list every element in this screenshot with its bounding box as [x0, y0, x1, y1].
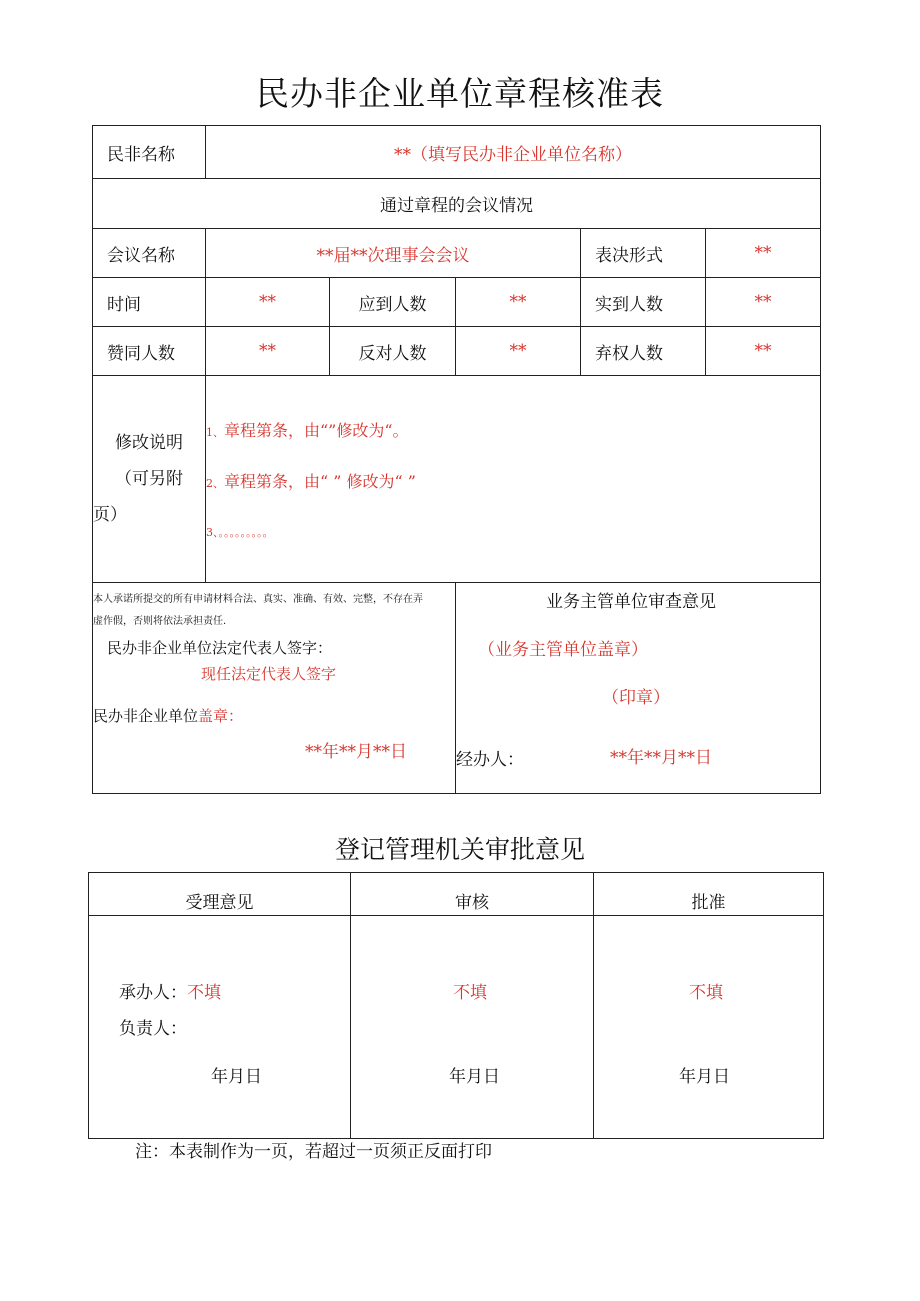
meeting-section-title: 通过章程的会议情况 [93, 179, 821, 229]
vote-form-label: 表决形式 [581, 229, 706, 278]
org-name-row [93, 126, 821, 179]
registration-body-row [89, 916, 824, 1139]
amendment-item: 1、章程第条，由“”修改为“。 [206, 421, 409, 440]
amendment-item: 3、。。。。。。。。。 [206, 526, 274, 539]
meeting-name-row [93, 229, 821, 278]
supervisor-review-cell [456, 583, 821, 794]
approve-count-label: 赞同人数 [93, 327, 206, 376]
approve-value[interactable]: 不填 [689, 983, 723, 1003]
handler-line: 承办人：不填 [119, 983, 221, 1003]
vote-result-row [93, 327, 821, 376]
org-name-value[interactable]: **（填写民办非企业单位名称） [206, 126, 821, 179]
pledge-text-line1: 本人承诺所提交的所有申请材料合法、真实、准确、有效、完整，不存在弄 [93, 594, 423, 605]
abstain-count-value[interactable]: ** [706, 327, 821, 376]
supervisor-title: 业务主管单位审查意见 [546, 592, 716, 612]
approve-header: 批准 [594, 873, 824, 916]
amendment-item: 2、章程第条，由“ ” 修改为“ ” [206, 472, 416, 491]
registration-section-title: 登记管理机关审批意见 [334, 835, 585, 864]
amendment-label [93, 376, 206, 583]
approve-count-value[interactable]: ** [206, 327, 330, 376]
supervisor-date[interactable]: **年**月**日 [610, 748, 712, 768]
responsible-label: 负责人： [119, 1019, 187, 1039]
oppose-count-value[interactable]: ** [456, 327, 581, 376]
applicant-pledge-cell [93, 583, 456, 794]
pledge-date[interactable]: **年**月**日 [305, 742, 407, 762]
oppose-count-label: 反对人数 [330, 327, 456, 376]
meeting-name-value[interactable]: **届**次理事会会议 [206, 229, 581, 278]
meeting-section-row [93, 179, 821, 229]
approve-date[interactable]: 年月日 [679, 1067, 730, 1087]
amendment-content[interactable] [206, 376, 821, 583]
handler-label: 经办人： [456, 750, 524, 770]
accept-opinion-cell [89, 916, 351, 1139]
expected-count-label: 应到人数 [330, 278, 456, 327]
vote-form-value[interactable]: ** [706, 229, 821, 278]
amendment-label-line1: 修改说明 [115, 433, 183, 453]
supervisor-seal-note: （业务主管单位盖章） [478, 640, 648, 660]
supervisor-stamp[interactable]: （印章） [602, 688, 670, 708]
approve-cell [594, 916, 824, 1139]
actual-count-value[interactable]: ** [706, 278, 821, 327]
rep-sign-value[interactable]: 现任法定代表人签字 [201, 665, 337, 683]
meeting-time-row [93, 278, 821, 327]
rep-sign-label: 民办非企业单位法定代表人签字： [107, 639, 333, 657]
expected-count-value[interactable]: ** [456, 278, 581, 327]
review-cell [351, 916, 594, 1139]
review-value[interactable]: 不填 [453, 983, 487, 1003]
time-label: 时间 [93, 278, 206, 327]
review-header: 审核 [351, 873, 594, 916]
handler-value[interactable]: 不填 [187, 983, 221, 1003]
registration-approval-table [88, 872, 824, 1139]
abstain-count-label: 弃权人数 [581, 327, 706, 376]
accept-date[interactable]: 年月日 [211, 1067, 262, 1087]
amendment-row [93, 376, 821, 583]
org-name-label: 民非名称 [93, 126, 206, 179]
actual-count-label: 实到人数 [581, 278, 706, 327]
form-title: 民办非企业单位章程核准表 [256, 74, 664, 113]
review-date[interactable]: 年月日 [449, 1067, 500, 1087]
org-seal-label: 民办非企业单位盖章： [93, 707, 244, 725]
amendment-label-line3: 页） [93, 505, 127, 525]
amendment-label-line2: （可另附 [115, 469, 183, 489]
time-value[interactable]: ** [206, 278, 330, 327]
registration-header-row [89, 873, 824, 916]
charter-approval-table [92, 125, 821, 794]
signature-row [93, 583, 821, 794]
accept-opinion-header: 受理意见 [89, 873, 351, 916]
footer-note: 注：本表制作为一页，若超过一页须正反面打印 [135, 1142, 492, 1162]
pledge-text-line2: 虚作假，否则将依法承担责任. [93, 616, 227, 627]
meeting-name-label: 会议名称 [93, 229, 206, 278]
